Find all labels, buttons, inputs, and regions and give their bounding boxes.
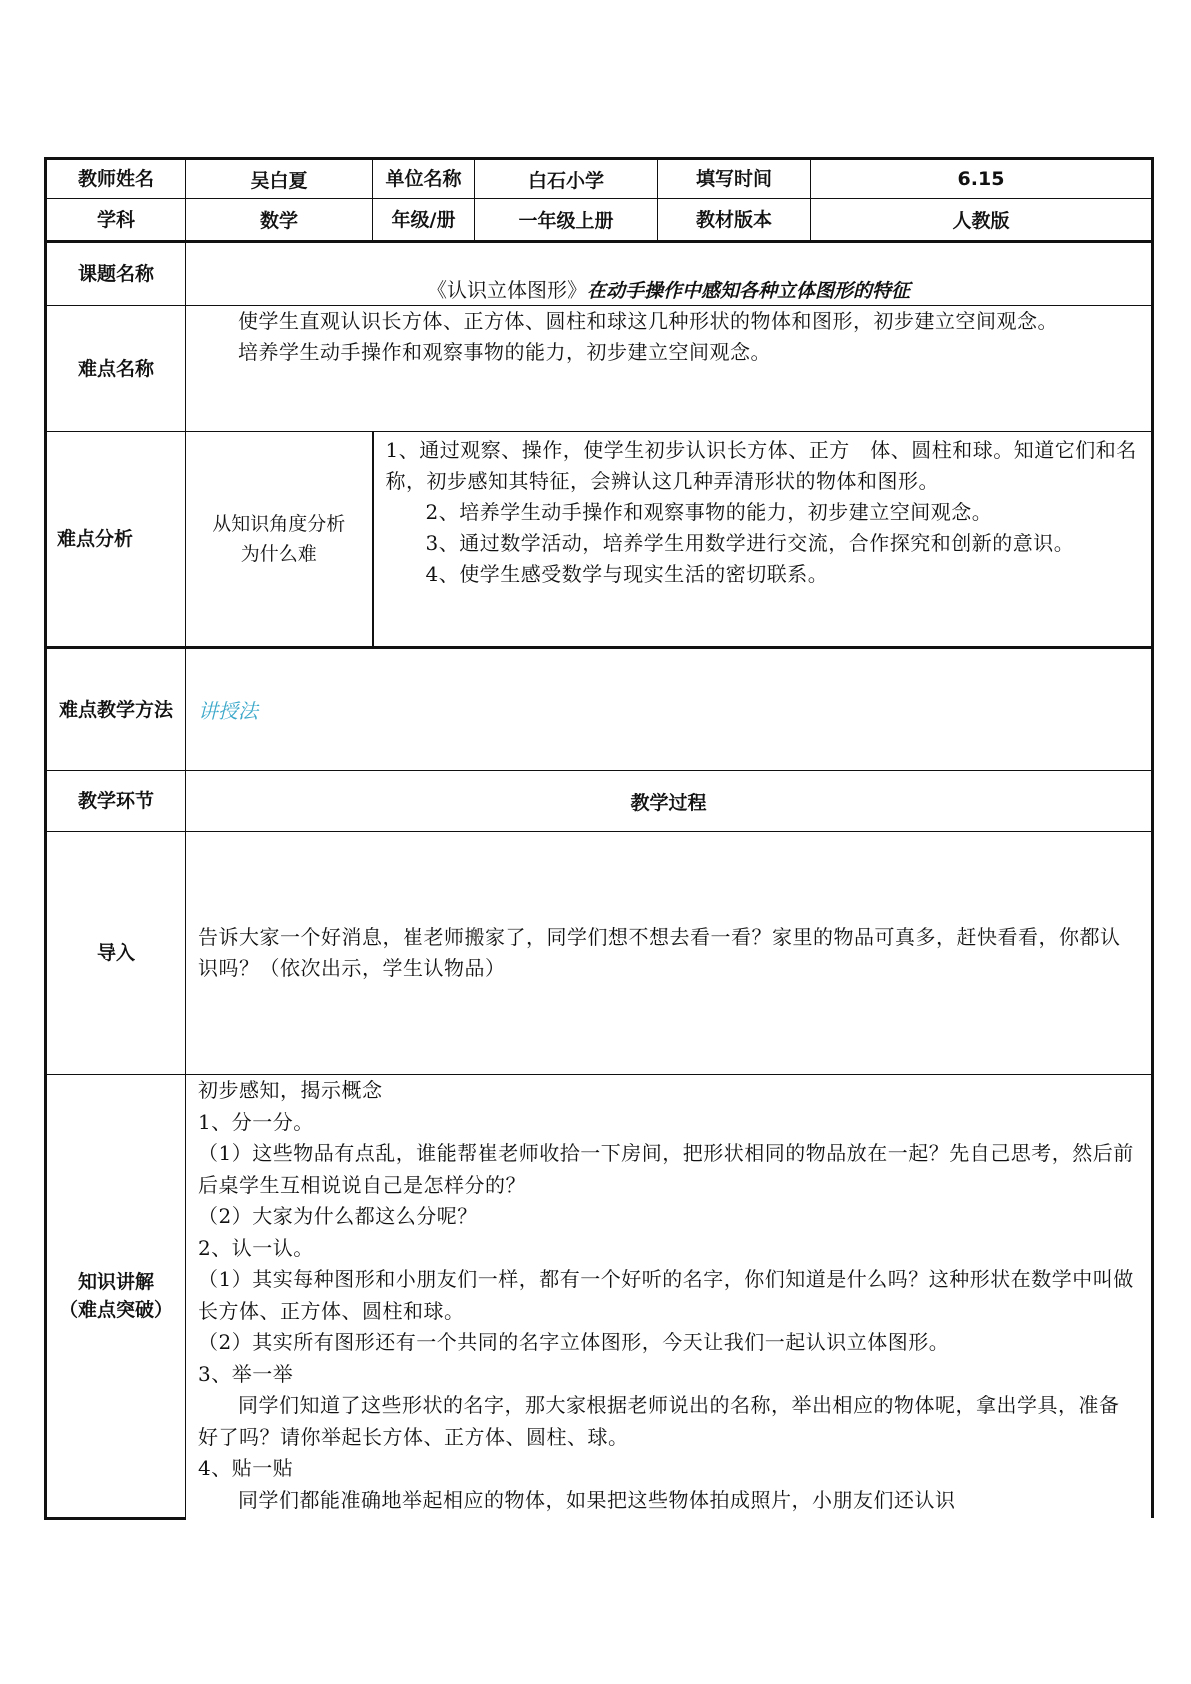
header-row-1 — [46, 159, 1153, 199]
knowledge-line-7: （2）其实所有图形还有一个共同的名字立体图形，今天让我们一起认识立体图形。 — [198, 1330, 950, 1354]
header-row-2 — [46, 199, 1153, 242]
method-label: 难点教学方法 — [46, 648, 186, 771]
knowledge-line-3: （1）这些物品有点乱，谁能帮崔老师收拾一下房间，把形状相同的物品放在一起？先自己思考，然后前后桌学生互相说说自己是怎样分的？ — [198, 1141, 1134, 1197]
analysis-sub-text: 从知识角度分析为什么难 — [212, 513, 346, 565]
intro-content — [186, 832, 1153, 1075]
intro-text: 告诉大家一个好消息，崔老师搬家了，同学们想不想去看一看？家里的物品可真多，赶快看看，你都认识吗？（依次出示，学生认物品） — [198, 925, 1121, 980]
analysis-item-2: 2、培养学生动手操作和观察事物的能力，初步建立空间观念。 — [425, 500, 993, 524]
knowledge-content — [186, 1075, 1153, 1519]
method-row — [46, 648, 1153, 771]
knowledge-line-9: 同学们知道了这些形状的名字，那大家根据老师说出的名称，举出相应的物体呢，拿出学具，准备好了吗？请你举起长方体、正方体、圆柱、球。 — [198, 1393, 1120, 1449]
subject-label: 学科 — [46, 199, 186, 242]
knowledge-line-4: （2）大家为什么都这么分呢？ — [198, 1204, 478, 1228]
analysis-item-1: 1、通过观察、操作，使学生初步认识长方体、正方 体、圆柱和球。知道它们和名称，初步感知其特征，会辨认这几种弄清形状的物体和图形。 — [385, 438, 1137, 493]
process-title: 教学过程 — [186, 771, 1153, 832]
unit-value: 白石小学 — [475, 159, 658, 199]
knowledge-line-1: 初步感知，揭示概念 — [198, 1078, 383, 1102]
knowledge-line-5: 2、认一认。 — [198, 1235, 314, 1260]
knowledge-line-6: （1）其实每种图形和小朋友们一样，都有一个好听的名字，你们知道是什么吗？这种形状在数学中叫做长方体、正方体、圆柱和球。 — [198, 1267, 1134, 1323]
analysis-item-3: 3、通过数学活动，培养学生用数学进行交流，合作探究和创新的意识。 — [425, 531, 1075, 555]
edition-label: 教材版本 — [658, 199, 811, 242]
topic-title-main: 《认识立体图形》 — [426, 278, 587, 302]
difficulty-line-1: 使学生直观认识长方体、正方体、圆柱和球这几种形状的物体和图形，初步建立空间观念。 — [238, 309, 1058, 333]
intro-row — [46, 832, 1153, 1075]
knowledge-line-11: 同学们都能准确地举起相应的物体，如果把这些物体拍成照片，小朋友们还认识 — [238, 1487, 956, 1512]
knowledge-line-8: 3、举一举 — [198, 1361, 294, 1386]
topic-title — [186, 242, 1153, 306]
knowledge-line-10: 4、贴一贴 — [198, 1456, 294, 1480]
date-label: 填写时间 — [658, 159, 811, 199]
grade-label: 年级/册 — [373, 199, 475, 242]
knowledge-label-line-1: 知识讲解 — [77, 1270, 154, 1293]
grade-value: 一年级上册 — [475, 199, 658, 242]
knowledge-row — [46, 1075, 1153, 1519]
lesson-plan-form — [44, 157, 1151, 1520]
date-value: 6.15 — [811, 159, 1153, 199]
difficulty-label: 难点名称 — [46, 306, 186, 432]
difficulty-row — [46, 306, 1153, 432]
knowledge-label-line-2: （难点突破） — [58, 1298, 173, 1321]
subject-value: 数学 — [186, 199, 373, 242]
unit-label: 单位名称 — [373, 159, 475, 199]
edition-value: 人教版 — [811, 199, 1153, 242]
knowledge-label — [46, 1075, 186, 1519]
topic-label: 课题名称 — [46, 242, 186, 306]
intro-label: 导入 — [46, 832, 186, 1075]
process-stage-label: 教学环节 — [46, 771, 186, 832]
method-value: 讲授法 — [186, 648, 1153, 771]
analysis-row — [46, 432, 1153, 648]
topic-title-sub: 在动手操作中感知各种立体图形的特征 — [586, 280, 910, 302]
process-header-row — [46, 771, 1153, 832]
teacher-label: 教师姓名 — [46, 159, 186, 199]
knowledge-line-2: 1、分一分。 — [198, 1109, 314, 1134]
analysis-content — [373, 432, 1153, 648]
analysis-item-4: 4、使学生感受数学与现实生活的密切联系。 — [425, 562, 829, 586]
lesson-plan-table — [44, 157, 1154, 1520]
difficulty-content — [186, 306, 1153, 432]
analysis-sub-label — [186, 432, 373, 648]
difficulty-line-2: 培养学生动手操作和观察事物的能力，初步建立空间观念。 — [238, 340, 771, 364]
teacher-value: 吴白夏 — [186, 159, 373, 199]
topic-row — [46, 242, 1153, 306]
analysis-label: 难点分析 — [46, 432, 186, 648]
